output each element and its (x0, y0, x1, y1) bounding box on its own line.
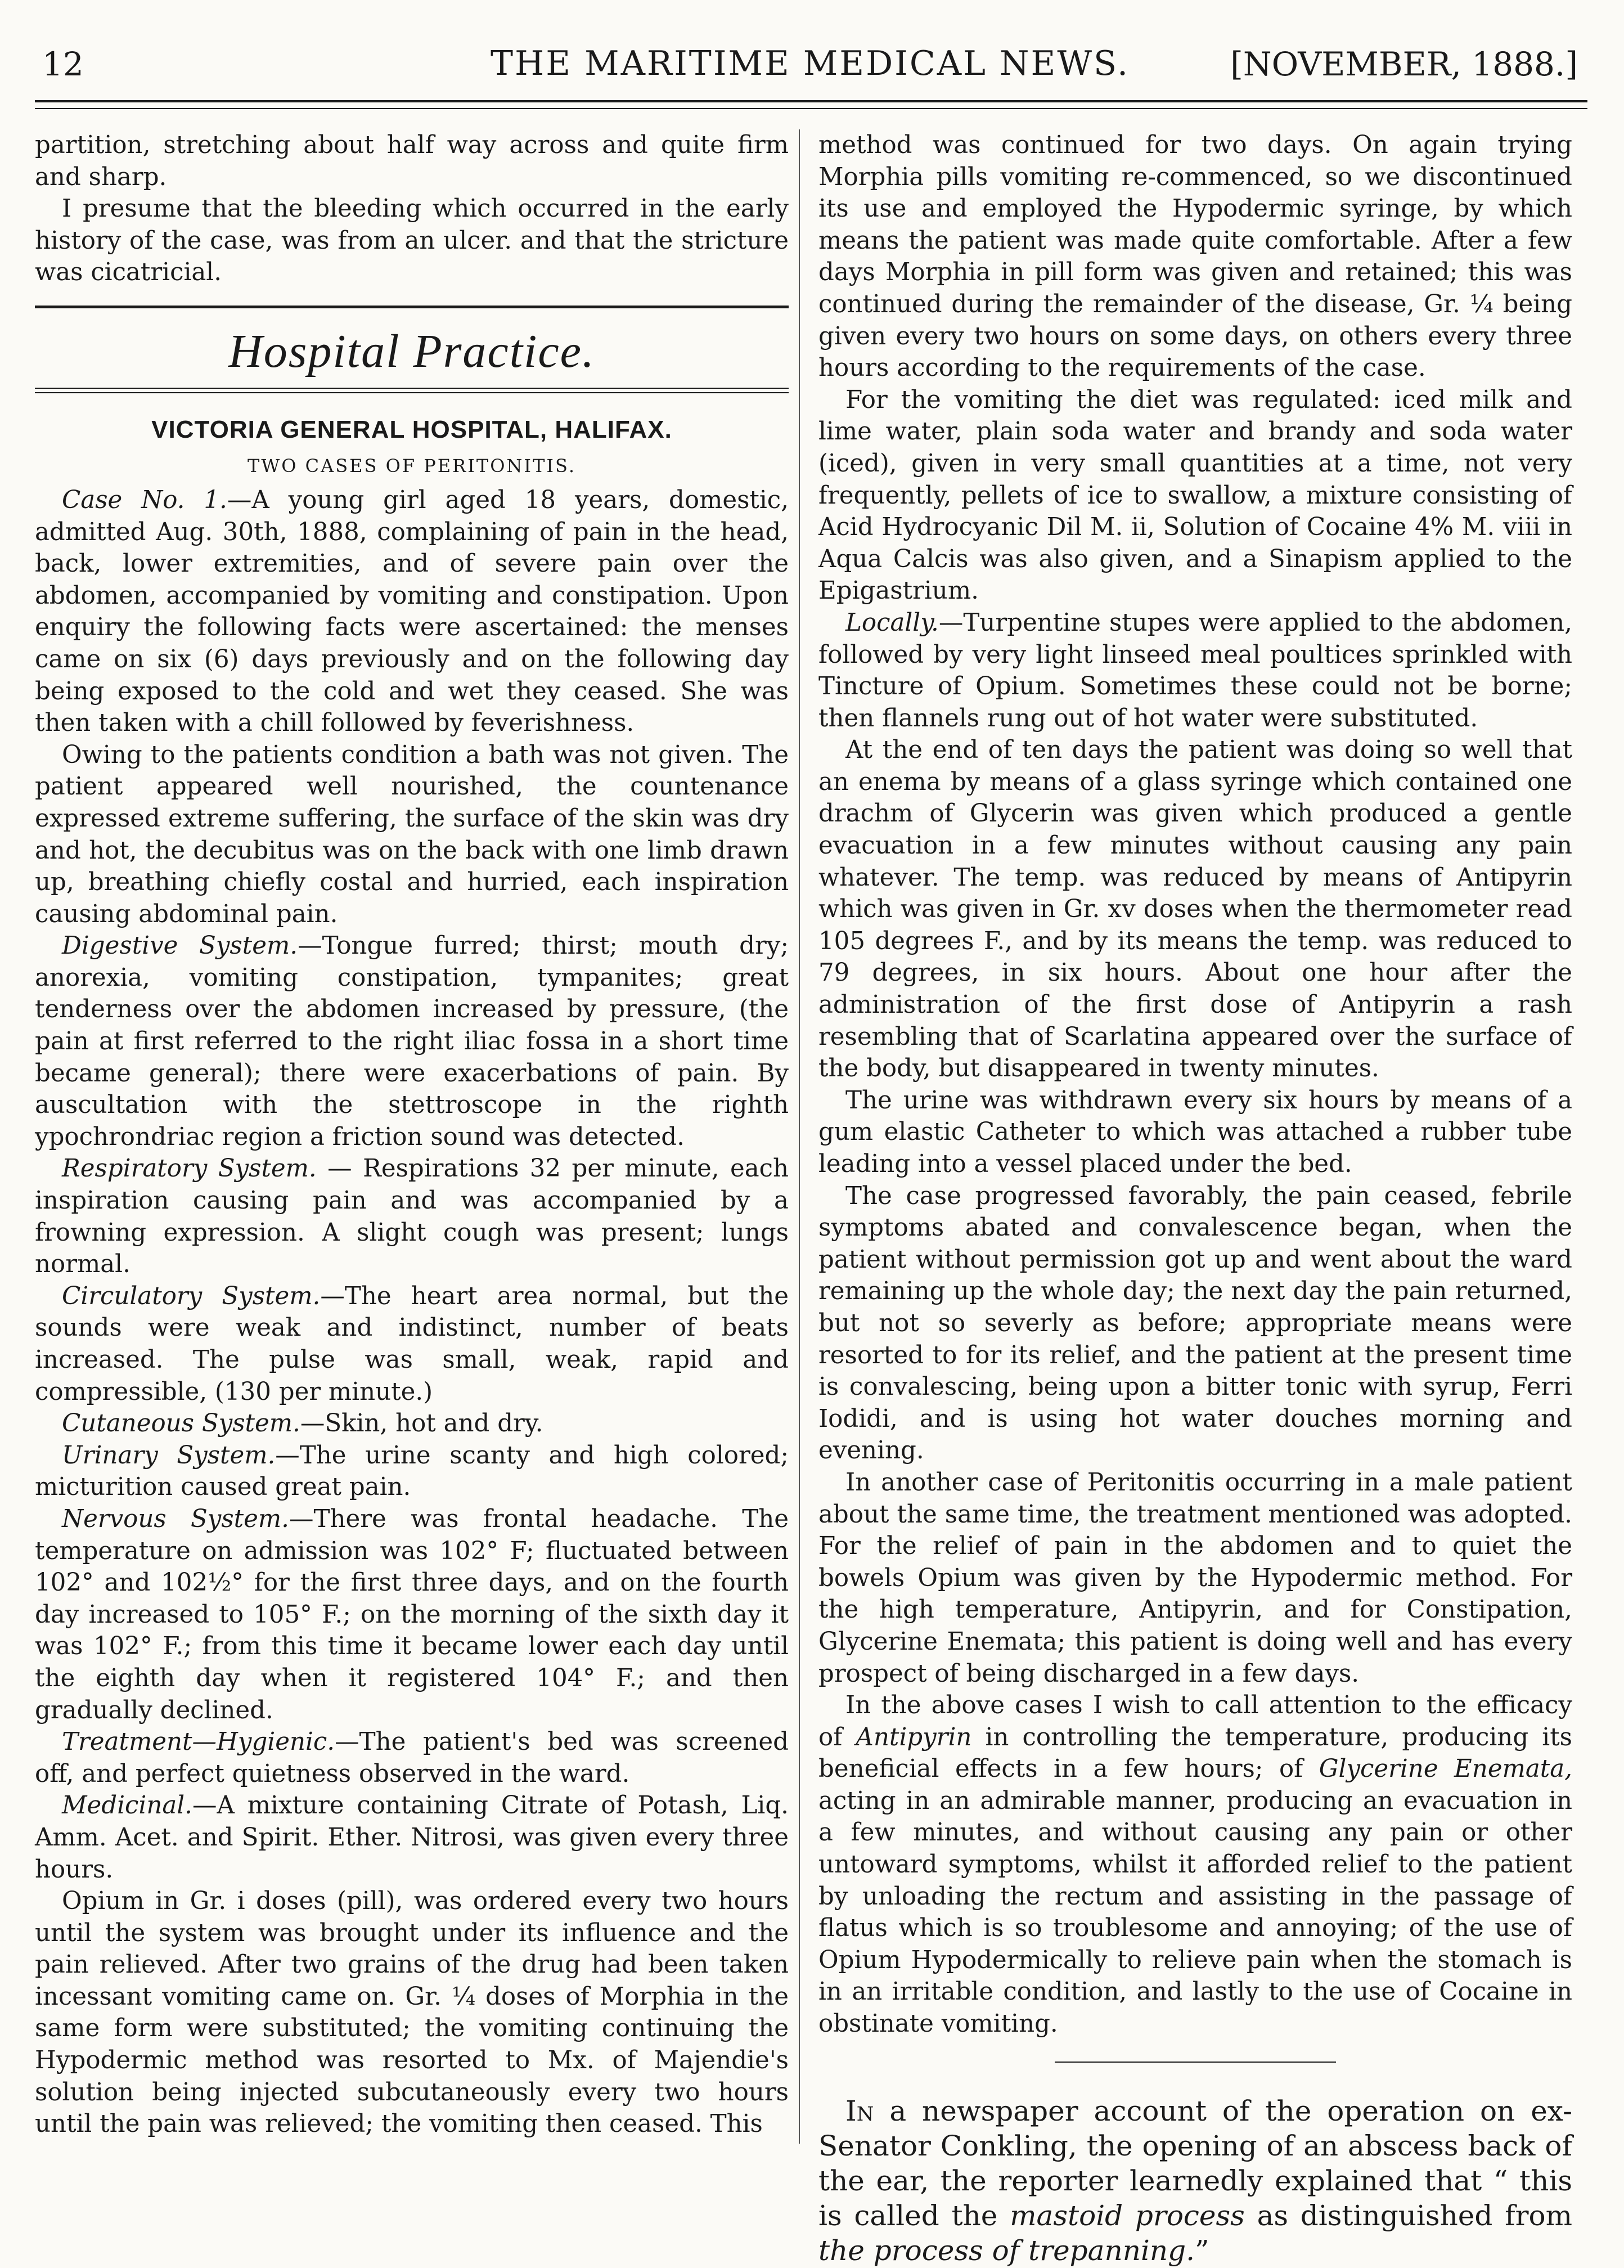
column-divider (799, 129, 800, 2144)
note-text-2: as distinguished from (1244, 2199, 1573, 2232)
urinary-text: —The urine scanty and high colored; micturition caused great pain. (35, 1441, 789, 1502)
conclusion-glycerine: Glycerine Enemata, (1319, 1755, 1572, 1784)
opium-paragraph: Opium in Gr. i doses (pill), was ordered every two hours until the system was brought under its influence and the pain relieved. After two grains of the drug had been taken incessant vomiting came on. Gr. ¼ doses of Morphia in the same form were substituted; the vomiting continuing the Hypodermic method was resorted to Mx. of Majendie's solution being injected subcutaneously every two hours until the pain was relieved; the vomiting then ceased. This (35, 1887, 789, 2139)
note-text-3: ” (1195, 2234, 1209, 2267)
respiratory-text: — Respirations 32 per minute, each inspiration causing pain and was accompanied by a frowning expression. A slight cough was present; lungs normal. (35, 1155, 789, 1279)
conclusion-text-3: acting in an admirable manner, producing an evacuation in a few minutes, and without causing any pain or other untoward symptoms, whilst it afforded relief to the patient by unloading the rectum and assisting in the passage of flatus which is so troublesome and annoying; of the use of Opium Hypodermically to relieve pain when the stomach is in an irritable condition, and lastly to the use of Cocaine in obstinate vomiting. (818, 1786, 1572, 2038)
case-1-label: Case No. 1. (62, 486, 227, 514)
journal-title: THE MARITIME MEDICAL NEWS. (490, 44, 1130, 83)
circulatory-text: —The heart area normal, but the sounds were weak and indistinct, number of beats increased. The pulse was small, weak, rapid and compressible, (130 per minute.) (35, 1282, 789, 1406)
left-column (35, 129, 789, 2140)
case-1-paragraph (35, 484, 789, 739)
locally-paragraph (818, 607, 1572, 734)
circulatory-label: Circulatory System. (62, 1282, 321, 1310)
locally-text: —Turpentine stupes were applied to the abdomen, followed by very light linseed meal poultices sprinkled with Tincture of Opium. Sometimes these could not be borne; then flannels rung out of hot water were substituted. (818, 608, 1572, 733)
respiratory-paragraph (35, 1153, 789, 1280)
section-ornament (818, 2051, 1572, 2071)
page-header (42, 39, 1578, 96)
case-1-text: —A young girl aged 18 years, domestic, admitted Aug. 30th, 1888, complaining of pain in the head, back, lower extremities, and of severe pain over the abdomen, accompanied by vomiting and constipation. Upon enquiry the following facts were ascertained: the menses came on six (6) days previously and on the following day being exposed to the cold and wet they ceased. She was then taken with a chill followed by feverishness. (35, 486, 789, 738)
hospital-heading: VICTORIA GENERAL HOSPITAL, HALIFAX. (151, 415, 672, 443)
medicinal-text: —A mixture containing Citrate of Potash, Liq. Amm. Acet. and Spirit. Ether. Nitrosi, was given every three hours. (35, 1791, 789, 1884)
intro-paragraph-2: I presume that the bleeding which occurred in the early history of the case, was from an ulcer. and that the stricture was cicatricial. (35, 195, 789, 287)
intro-paragraph-1: partition, stretching about half way across and quite firm and sharp. (35, 131, 789, 191)
medicinal-label: Medicinal. (62, 1791, 193, 1820)
progress-paragraph: The case progressed favorably, the pain ceased, febrile symptoms abated and convalescence began, when the patient without permission got up and went about the ward remaining up the whole day; the next day the pain returned, but not so severly as before; appropriate means were resorted to for its relief, and the patient at the present time is convalescing, being upon a bitter tonic with syrup, Ferri Iodidi, and is using hot water douches morning and evening. (818, 1182, 1572, 1465)
conclusion-paragraph (818, 1690, 1572, 2040)
digestive-label: Digestive System. (62, 932, 298, 960)
urine-paragraph: The urine was withdrawn every six hours by means of a gum elastic Catheter to which was attached a rubber tube leading into a vessel placed under the bed. (818, 1086, 1572, 1178)
ten-days-paragraph: At the end of ten days the patient was doing so well that an enema by means of a glass syringe which contained one drachm of Glycerin was given which produced a gentle evacuation in a few minutes without causing any pain whatever. The temp. was reduced by means of Antipyrin which was given in Gr. xv doses when the thermometer read 105 degrees F., and by its means the temp. was reduced to 79 degrees, in six hours. About one hour after the administration of the first dose of Antipyrin a rash resembling that of Scarlatina appeared over the surface of the body, but disappeared in twenty minutes. (818, 736, 1572, 1083)
note-text-1: a newspaper account of the operation on ex-Senator Conkling, the opening of an abscess back of the ear, the reporter learnedly explained that “ this is called the (818, 2094, 1572, 2232)
section-rule-top (35, 306, 789, 308)
cases-subheading: TWO CASES OF PERITONITIS. (248, 455, 576, 477)
locally-label: Locally. (845, 608, 939, 637)
digestive-paragraph (35, 930, 789, 1153)
medicinal-paragraph (35, 1790, 789, 1885)
section-title: Hospital Practice. (228, 325, 595, 378)
note-mastoid: mastoid process (1010, 2199, 1245, 2232)
conclusion-text-1: In the above cases I wish to call attention to the efficacy of (818, 1691, 1572, 1751)
continued-paragraph: method was continued for two days. On again trying Morphia pills vomiting re-commenced, so we discontinued its use and employed the Hypodermic syringe, by which means the patient was made quite comfortable. After a few days Morphia in pill form was given and retained; this was continued during the remainder of the disease, Gr. ¼ being given every two hours on some days, on others every three hours according to the requirements of the case. (818, 131, 1572, 383)
conclusion-text-2: in controlling the temperature, producing its beneficial effects in a few hours; of (818, 1723, 1572, 1784)
header-rule-thin (35, 108, 1587, 109)
header-rule-thick (35, 100, 1587, 102)
digestive-text: —Tongue furred; thirst; mouth dry; anorexia, vomiting constipation, tympanites; great tenderness over the abdomen increased by pressure, (the pain at first referred to the right iliac fossa in a short time became general); there were exacerbations of pain. By auscultation with the stettroscope in the righth ypochrondriac region a friction sound was detected. (35, 932, 789, 1151)
urinary-label: Urinary System. (62, 1441, 276, 1470)
treatment-text: —The patient's bed was screened off, and perfect quietness observed in the ward. (35, 1728, 789, 1788)
note-trepanning: the process of trepanning. (818, 2234, 1195, 2267)
vomiting-diet-paragraph: For the vomiting the diet was regulated: iced milk and lime water, plain soda water and brandy and soda water (iced), given in very small quantities at a time, not very frequently, pellets of ice to swallow, a mixture consisting of Acid Hydrocyanic Dil M. ii, Solution of Cocaine 4% M. viii in Aqua Calcis was also given, and a Sinapism applied to the Epigastrium. (818, 385, 1572, 605)
conclusion-antipyrin: Antipyrin (856, 1723, 972, 1751)
note-paragraph (818, 2094, 1572, 2268)
nervous-text: —There was frontal headache. The temperature on admission was 102° F; fluctuated between 102° and 102½° for the first three days, and on the fourth day increased to 105° F.; on the morning of the sixth day it was 102° F.; from this time it became lower each day until the eighth day when it registered 104° F.; and then gradually declined. (35, 1504, 789, 1724)
section-rule-bottom-2 (35, 392, 789, 393)
cutaneous-label: Cutaneous System. (62, 1409, 300, 1438)
cutaneous-paragraph (35, 1408, 789, 1440)
circulatory-paragraph (35, 1281, 789, 1408)
urinary-paragraph (35, 1440, 789, 1503)
treatment-label: Treatment—Hygienic. (62, 1728, 335, 1757)
respiratory-label: Respiratory System. (62, 1155, 317, 1183)
note-lead: In (845, 2094, 874, 2127)
cutaneous-text: —Skin, hot and dry. (300, 1409, 543, 1438)
another-case-paragraph: In another case of Peritonitis occurring in a male patient about the same time, the treatment mentioned was adopted. For the relief of pain in the abdomen and to quiet the bowels Opium was given by the Hypodermic method. For the high temperature, Antipyrin, and for Constipation, Glycerine Enemata; this patient is doing well and has every prospect of being discharged in a few days. (818, 1468, 1572, 1688)
nervous-label: Nervous System. (62, 1504, 289, 1533)
newspaper-note (818, 2094, 1572, 2268)
issue-date: [NOVEMBER, 1888.] (1230, 45, 1578, 83)
condition-paragraph: Owing to the patients condition a bath was not given. The patient appeared well nourished, the countenance expressed extreme suffering, the surface of the skin was dry and hot, the decubitus was on the back with one limb drawn up, breathing chiefly costal and hurried, each inspiration causing abdominal pain. (35, 740, 789, 928)
ornament-line (1055, 2062, 1336, 2063)
page-number: 12 (42, 45, 84, 83)
right-column (818, 129, 1572, 2268)
nervous-paragraph (35, 1503, 789, 1726)
treatment-paragraph (35, 1726, 789, 1790)
section-rule-bottom-1 (35, 388, 789, 389)
